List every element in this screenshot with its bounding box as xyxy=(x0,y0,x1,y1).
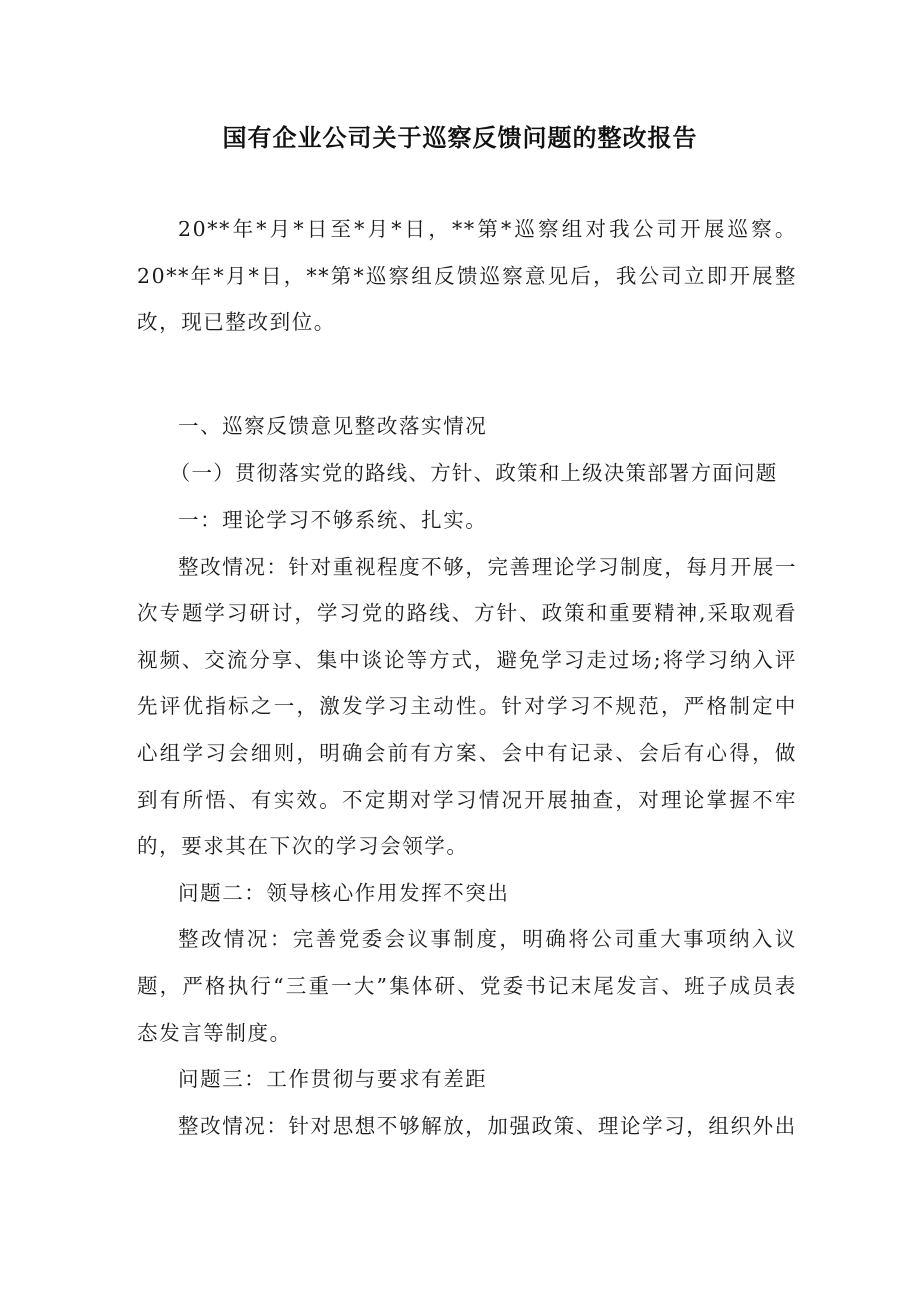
subsection-one-heading: （一）贯彻落实党的路线、方针、政策和上级决策部署方面问题 xyxy=(169,461,778,485)
rectification-three-paragraph: 整改情况：针对思想不够解放，加强政策、理论学习，组织外出 xyxy=(178,1113,797,1138)
rectification-one-paragraph: 整改情况：针对重视程度不够，完善理论学习制度，每月开展一次专题学习研讨，学习党的路线、方针、政策和重要精神,采取观看视频、交流分享、集中谈论等方式，避免学习走过场;将学习纳入评先评优指标之一，激发学习主动性。针对学习不规范，严格制定中心组学习会细则，明确会前有方案、会中有记录、会后有心得，做到有所悟、有实效。不定期对学习情况开展抽查，对理论掌握不牢的，要求其在下次的学习会领学。 xyxy=(137,554,797,859)
problem-two-paragraph: 问题二：领导核心作用发挥不突出 xyxy=(178,880,510,905)
intro-block xyxy=(137,206,797,346)
rectification-two-paragraph: 整改情况：完善党委会议事制度，明确将公司重大事项纳入议题，严格执行“三重一大”集体研、党委书记末尾发言、班子成员表态发言等制度。 xyxy=(137,927,797,1045)
document-title: 国有企业公司关于巡察反馈问题的整改报告 xyxy=(222,124,698,152)
problem-one-paragraph: 一：理论学习不够系统、扎实。 xyxy=(178,508,488,532)
intro-paragraph: 20**年*月*日至*月*日，**第*巡察组对我公司开展巡察。20**年*月*日，**第*巡察组反馈巡察意见后，我公司立即开展整改，现已整改到位。 xyxy=(137,217,797,335)
body-block xyxy=(137,497,797,1149)
section-one-heading: 一、巡察反馈意见整改落实情况 xyxy=(178,414,488,438)
problem-three-paragraph: 问题三：工作贯彻与要求有差距 xyxy=(178,1067,488,1092)
